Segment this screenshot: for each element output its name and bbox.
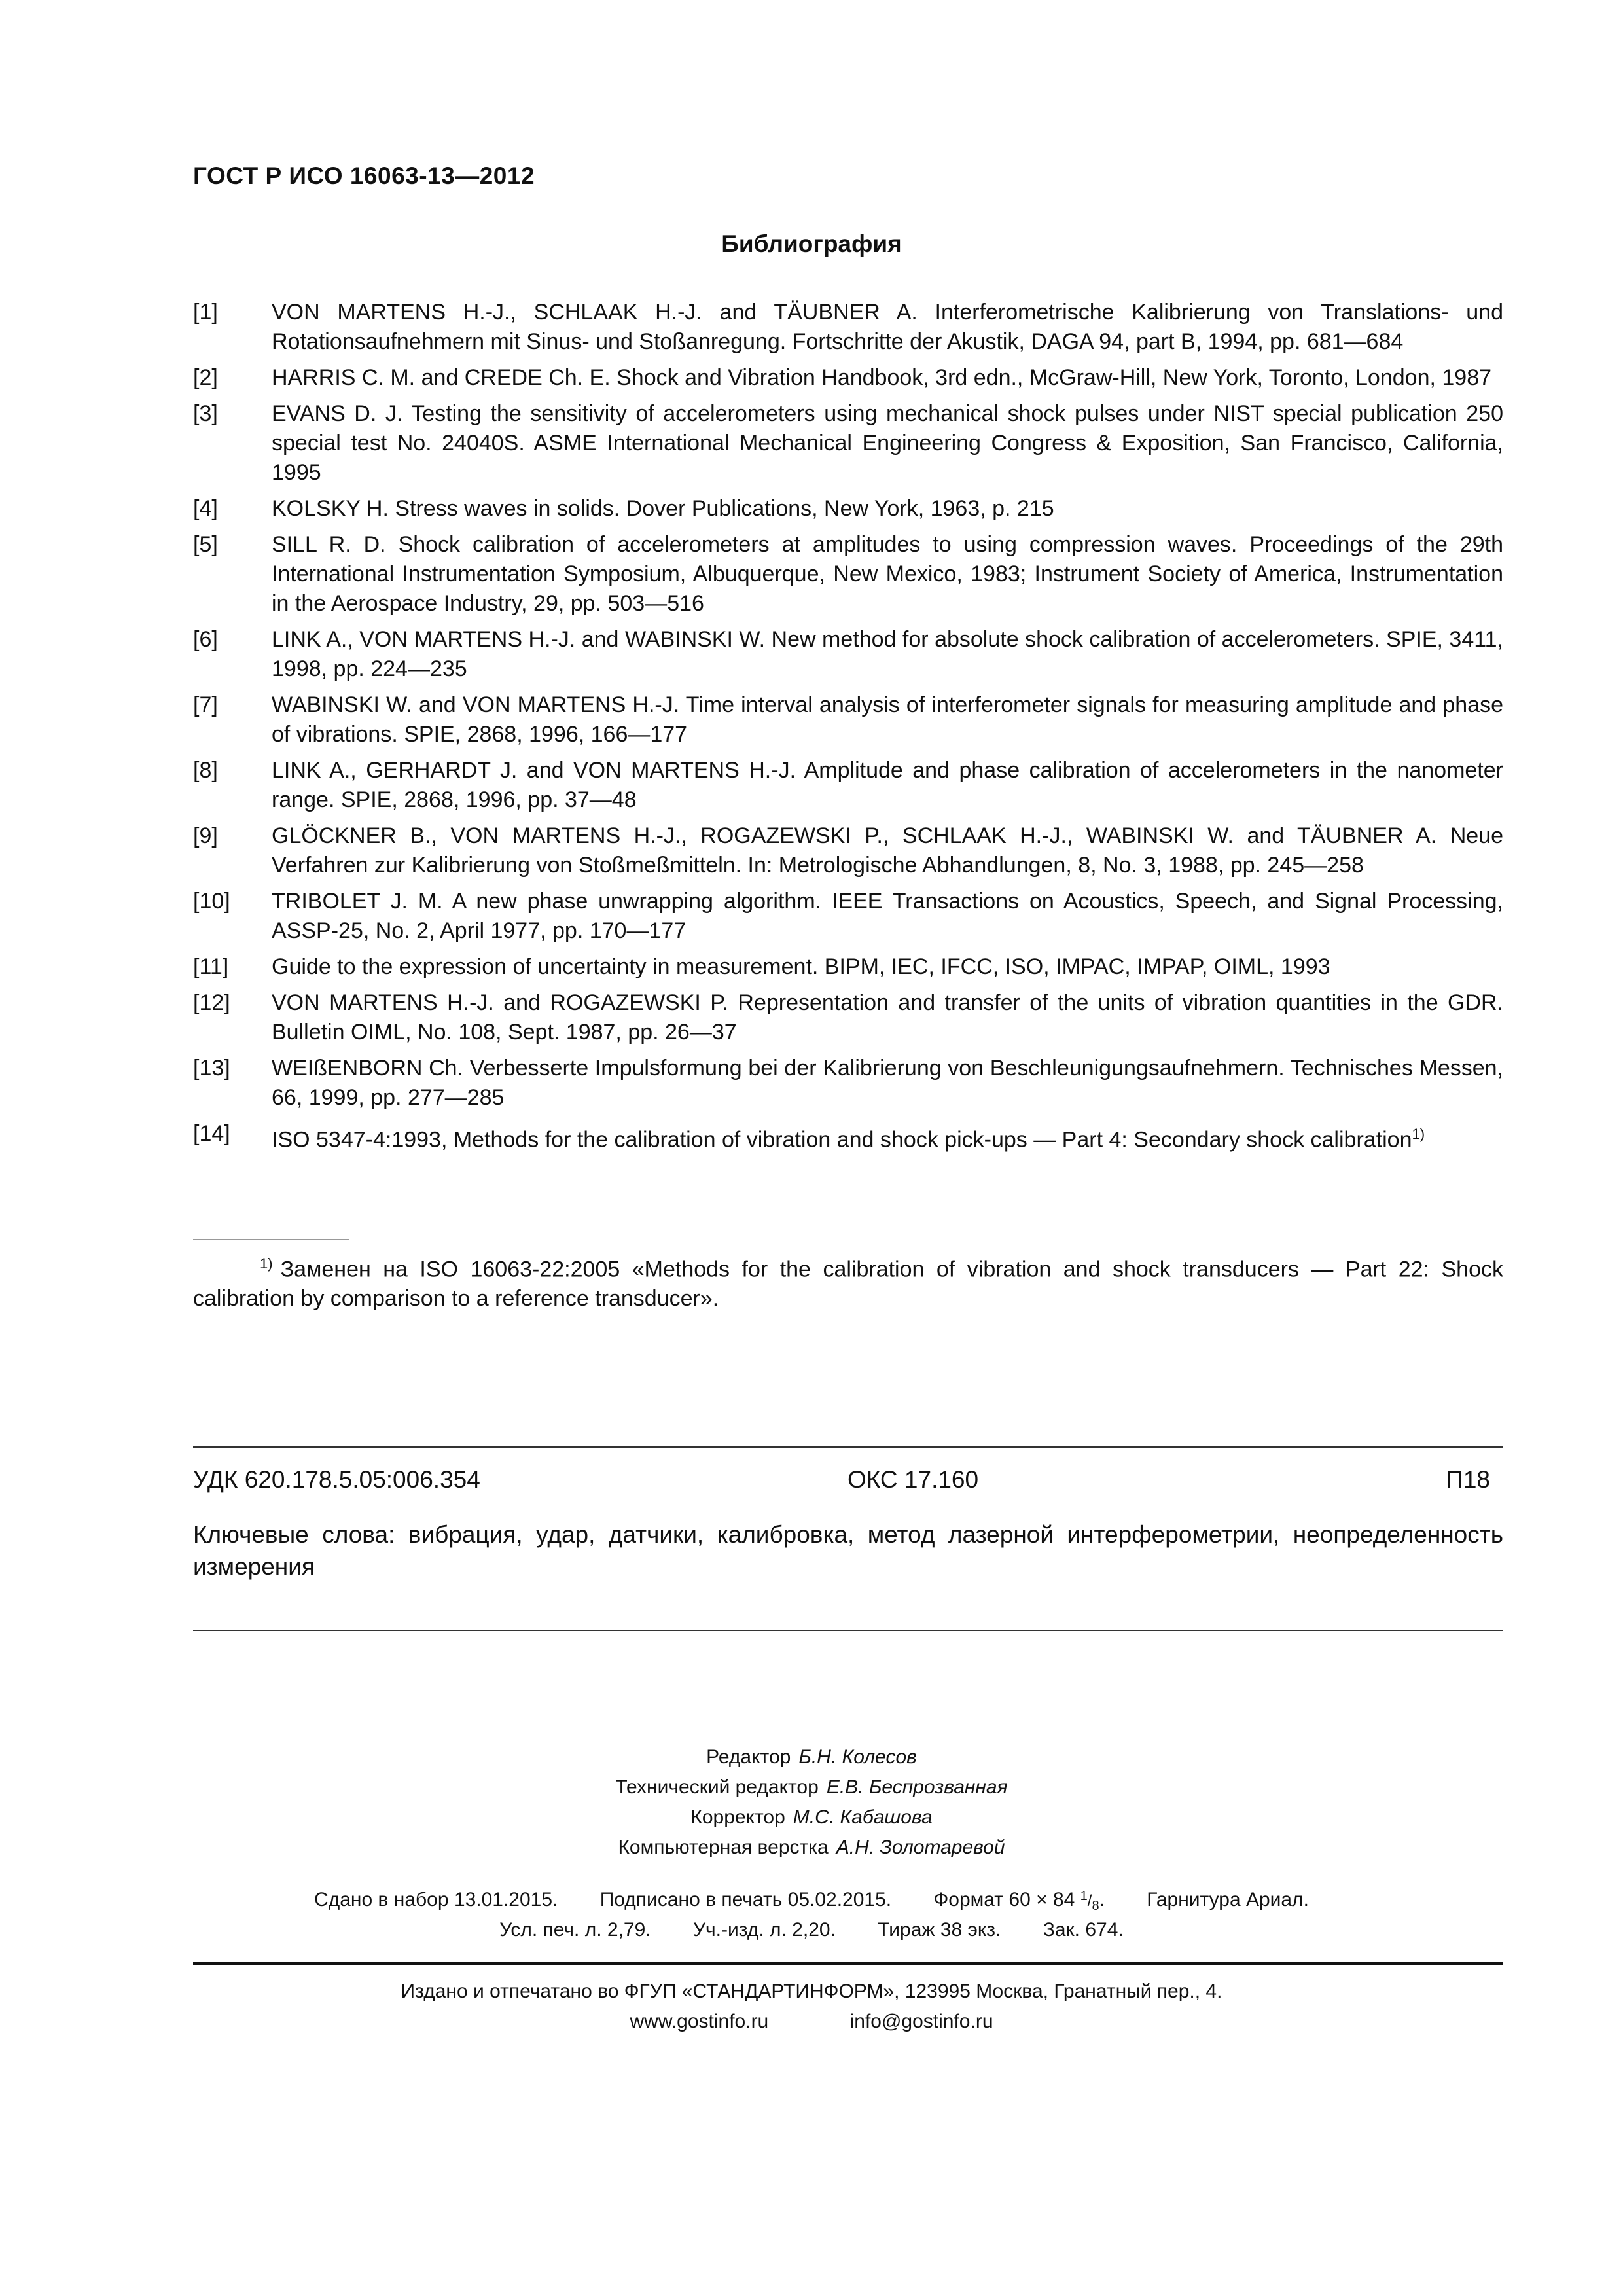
- oks-code: ОКС 17.160: [847, 1466, 979, 1493]
- credit-name: М.С. Кабашова: [793, 1806, 933, 1828]
- reference-text: VON MARTENS H.-J., SCHLAAK H.-J. and TÄUBNER A. Interferometrische Kalibrierung von Translations- und Rotationsaufnehmern mit Sinus- und Stoßanregung. Fortschritte der Akustik, DAGA 94, part B, 1994, pp. 681—684: [272, 300, 1503, 354]
- reference-number: [3]: [193, 401, 218, 426]
- udk-code: УДК 620.178.5.05:006.354: [193, 1466, 480, 1493]
- paper-format: Формат 60 × 84 $^1/_8$.: [933, 1888, 1105, 1913]
- submitted-date: Сдано в набор 13.01.2015.: [314, 1889, 558, 1910]
- reference-text: [272, 1119, 1503, 1155]
- credit-layout: [0, 1833, 1623, 1863]
- credit-name: Б.Н. Колесов: [798, 1746, 917, 1768]
- credit-name: А.Н. Золотаревой: [836, 1837, 1005, 1858]
- reference-number: [11]: [193, 954, 229, 979]
- credit-name: Е.В. Беспрозванная: [826, 1776, 1008, 1798]
- reference-item: [193, 494, 1503, 524]
- divider-publisher: [193, 1962, 1503, 1965]
- credit-editor: [0, 1742, 1623, 1772]
- reference-item: [193, 821, 1503, 880]
- typeface: Гарнитура Ариал.: [1147, 1889, 1309, 1910]
- keywords: Ключевые слова: вибрация, удар, датчики, калибровка, метод лазерной интерферометрии, неопределенность измерения: [193, 1521, 1503, 1580]
- reference-number: [9]: [193, 823, 218, 848]
- reference-item: [193, 625, 1503, 684]
- reference-text: VON MARTENS H.-J. and ROGAZEWSKI P. Representation and transfer of the units of vibration quantities in the GDR. Bulletin OIML, No. 108, Sept. 1987, pp. 26—37: [272, 990, 1503, 1045]
- reference-item: [193, 952, 1503, 982]
- reference-text: EVANS D. J. Testing the sensitivity of accelerometers using mechanical shock pulses under NIST special publication 250 special test No. 24040S. ASME International Mechanical Engineering Congress & Exposition, San Francisco, California, 1995: [272, 401, 1503, 485]
- reference-number: [14]: [193, 1121, 230, 1146]
- bibliography-title: Библиография: [721, 230, 902, 257]
- print-run: Тираж 38 экз.: [878, 1919, 1001, 1941]
- print-info-line-2: [0, 1915, 1623, 1945]
- footnote-divider: [193, 1239, 349, 1240]
- publisher-info: [0, 1977, 1623, 2037]
- reference-text: WABINSKI W. and VON MARTENS H.-J. Time interval analysis of interferometer signals for measuring amplitude and phase of vibrations. SPIE, 2868, 1996, 166—177: [272, 692, 1503, 747]
- publisher-sheets: Уч.-изд. л. 2,20.: [692, 1919, 836, 1941]
- credit-role: Компьютерная верстка: [618, 1837, 829, 1858]
- reference-text: GLÖCKNER B., VON MARTENS H.-J., ROGAZEWSKI P., SCHLAAK H.-J., WABINSKI W. and TÄUBNER A. Neue Verfahren zur Kalibrierung von Stoßmeßmitteln. In: Metrologische Abhandlungen, 8, No. 3, 1988, pp. 245—258: [272, 823, 1503, 878]
- reference-text-body: ISO 5347-4:1993, Methods for the calibration of vibration and shock pick-ups — Part 4: Secondary shock calibration: [272, 1127, 1412, 1153]
- format-prefix: Формат 60 × 84: [933, 1889, 1075, 1910]
- printed-sheets: Усл. печ. л. 2,79.: [499, 1919, 651, 1941]
- publisher-line: Издано и отпечатано во ФГУП «СТАНДАРТИНФОРМ», 123995 Москва, Гранатный пер., 4.: [401, 1981, 1222, 2002]
- reference-number: [13]: [193, 1056, 230, 1081]
- reference-text: TRIBOLET J. M. A new phase unwrapping algorithm. IEEE Transactions on Acoustics, Speech, and Signal Processing, ASSP-25, No. 2, April 1977, pp. 170—177: [272, 889, 1503, 943]
- category-code: П18: [1446, 1466, 1490, 1493]
- reference-text: WEIßENBORN Ch. Verbesserte Impulsformung bei der Kalibrierung von Beschleunigungsaufnehmern. Technisches Messen, 66, 1999, pp. 277—285: [272, 1056, 1503, 1110]
- order-number: Зак. 674.: [1043, 1919, 1124, 1941]
- reference-list: [193, 298, 1503, 1161]
- reference-text: KOLSKY H. Stress waves in solids. Dover Publications, New York, 1963, p. 215: [272, 496, 1054, 521]
- reference-number: [4]: [193, 496, 218, 521]
- reference-text: SILL R. D. Shock calibration of accelerometers at amplitudes to using compression waves. Proceedings of the 29th International Instrumentation Symposium, Albuquerque, New Mexico, 1983; Instrument Society of America, Instrumentation in the Aerospace Industry, 29, pp. 503—516: [272, 532, 1503, 616]
- footnote-text: Заменен на ISO 16063-22:2005 «Methods for the calibration of vibration and shock transducers — Part 22: Shock calibration by comparison to a reference transducer».: [193, 1257, 1503, 1312]
- credit-role: Технический редактор: [615, 1776, 819, 1798]
- reference-item: [193, 691, 1503, 749]
- reference-item: [193, 988, 1503, 1047]
- reference-number: [12]: [193, 990, 230, 1015]
- reference-number: [8]: [193, 758, 218, 783]
- credit-proofreader: [0, 1803, 1623, 1833]
- divider-keywords: [193, 1630, 1503, 1631]
- reference-text: LINK A., VON MARTENS H.-J. and WABINSKI W. New method for absolute shock calibration of accelerometers. SPIE, 3411, 1998, pp. 224—235: [272, 627, 1503, 681]
- document-code: ГОСТ Р ИСО 16063-13—2012: [193, 162, 535, 189]
- footnote: [193, 1249, 1503, 1314]
- publisher-contacts: [0, 2007, 1623, 2037]
- fraction-denominator: 8: [1092, 1898, 1099, 1913]
- publisher-website-link[interactable]: www.gostinfo.ru: [630, 2011, 769, 2032]
- reference-number: [7]: [193, 692, 218, 717]
- reference-text: HARRIS C. M. and CREDE Ch. E. Shock and Vibration Handbook, 3rd edn., McGraw-Hill, New York, Toronto, London, 1987: [272, 365, 1492, 390]
- fraction-numerator: 1: [1080, 1888, 1088, 1903]
- footnote-mark: 1): [260, 1255, 273, 1272]
- reference-item: [193, 298, 1503, 357]
- reference-item: [193, 399, 1503, 488]
- footnote-reference-mark: 1): [1412, 1126, 1425, 1142]
- publisher-email-link[interactable]: info@gostinfo.ru: [849, 2011, 993, 2032]
- reference-number: [10]: [193, 889, 230, 914]
- reference-number: [5]: [193, 532, 218, 557]
- format-fraction: $^1/_8$: [1080, 1888, 1099, 1913]
- reference-number: [6]: [193, 627, 218, 652]
- print-info: [0, 1885, 1623, 1945]
- credit-role: Редактор: [706, 1746, 791, 1768]
- reference-text: LINK A., GERHARDT J. and VON MARTENS H.-J. Amplitude and phase calibration of accelerometers in the nanometer range. SPIE, 2868, 1996, pp. 37—48: [272, 758, 1503, 812]
- credit-role: Корректор: [690, 1806, 785, 1828]
- print-info-line-1: [0, 1885, 1623, 1915]
- reference-item: [193, 1119, 1503, 1155]
- reference-item: [193, 363, 1503, 393]
- credits-block: [0, 1742, 1623, 1863]
- reference-number: [1]: [193, 300, 218, 325]
- classification-row: [193, 1466, 1503, 1499]
- signed-date: Подписано в печать 05.02.2015.: [599, 1889, 892, 1910]
- reference-item: [193, 530, 1503, 619]
- reference-text: Guide to the expression of uncertainty in measurement. BIPM, IEC, IFCC, ISO, IMPAC, IMPAP, OIML, 1993: [272, 954, 1330, 979]
- credit-tech-editor: [0, 1772, 1623, 1803]
- reference-item: [193, 887, 1503, 946]
- reference-number: [2]: [193, 365, 218, 390]
- reference-item: [193, 756, 1503, 815]
- divider-top: [193, 1446, 1503, 1448]
- reference-item: [193, 1054, 1503, 1113]
